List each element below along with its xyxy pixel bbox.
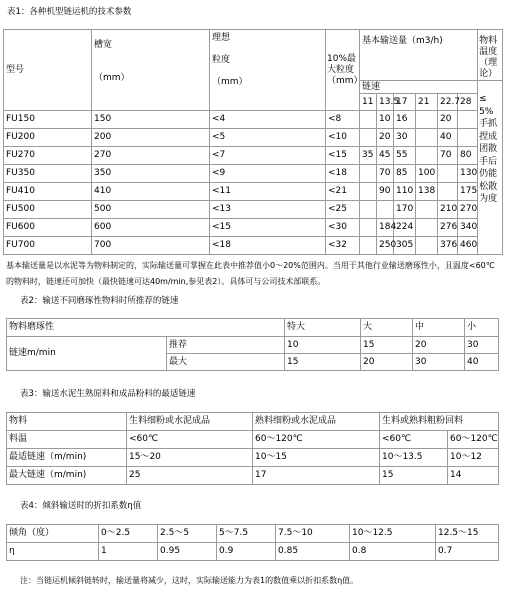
table-row bbox=[7, 467, 499, 485]
t1-header-speed: 链速 bbox=[360, 81, 478, 94]
t3-cell: <60℃ bbox=[127, 431, 253, 449]
speed-col-4: 22.7 bbox=[438, 94, 458, 111]
t2-max-label: 最大 bbox=[167, 354, 285, 371]
cell-model: FU200 bbox=[4, 129, 92, 147]
cell-cap bbox=[416, 111, 438, 129]
t3-header-col: 熟料细粉或水泥成品 bbox=[253, 413, 380, 431]
t3-header-col: 生料细粉或水泥成品 bbox=[127, 413, 253, 431]
temp-note-5: 手后 bbox=[479, 156, 498, 167]
cell-max: <18 bbox=[326, 165, 360, 183]
table1-caption: 表1：各种机型链运机的技术参数 bbox=[7, 7, 132, 17]
cell-width: 500 bbox=[92, 201, 210, 219]
t1-header-particle-unit: （mm） bbox=[212, 77, 248, 87]
t1-header-width-label: 槽宽 bbox=[94, 40, 113, 50]
cell-cap: 85 bbox=[394, 165, 416, 183]
t1-header-particle bbox=[210, 30, 326, 111]
note-capacity: 基本输送量是以水泥等为物料制定的，实际输送量可掌握在此表中推荐值小0～20%范围内。当用于其他行业输送磨琢性小，且温度<60℃的物料时，链速还可加快（最快链速可达40m/min,参见表2）。具体可与公司技术部联系。 bbox=[6, 261, 495, 286]
t2-grade: 中 bbox=[413, 319, 465, 337]
t1-header-max bbox=[326, 30, 363, 111]
t1-header-max-b: 大粒度 bbox=[327, 64, 355, 75]
t3-cell: 14 bbox=[448, 467, 499, 485]
cell-cap: 90 bbox=[377, 183, 394, 201]
cell-cap: 30 bbox=[394, 129, 416, 147]
cell-particle: <9 bbox=[210, 165, 326, 183]
t2-rec-label: 推荐 bbox=[167, 337, 285, 354]
cell-model: FU410 bbox=[4, 183, 92, 201]
t4-eta: 0.8 bbox=[350, 543, 436, 561]
cell-width: 350 bbox=[92, 165, 210, 183]
cell-cap: 210 bbox=[438, 201, 458, 219]
cell-model: FU500 bbox=[4, 201, 92, 219]
t2-rec-value: 30 bbox=[465, 337, 499, 354]
cell-cap bbox=[360, 111, 377, 129]
table2-speeds bbox=[6, 318, 499, 371]
table-row bbox=[4, 111, 503, 129]
cell-cap: 110 bbox=[394, 183, 416, 201]
cell-particle: <11 bbox=[210, 183, 326, 201]
table-row bbox=[4, 129, 503, 147]
t4-eta: 0.7 bbox=[436, 543, 499, 561]
cell-max: <21 bbox=[326, 183, 360, 201]
t3-cell: 25 bbox=[127, 467, 253, 485]
temp-note-1: 5% bbox=[479, 106, 494, 117]
cell-width: 600 bbox=[92, 219, 210, 237]
cell-particle: <7 bbox=[210, 147, 326, 165]
cell-cap: 276 bbox=[438, 219, 458, 237]
cell-model: FU600 bbox=[4, 219, 92, 237]
t4-header-angle: 倾角（度） bbox=[7, 525, 99, 543]
t3-cell: 60～120℃ bbox=[448, 431, 499, 449]
t3-cell: 15～20 bbox=[127, 449, 253, 467]
cell-cap bbox=[360, 219, 377, 237]
t1-header-capacity: 基本输送量（m3/h) bbox=[360, 30, 478, 81]
cell-max: <30 bbox=[326, 219, 360, 237]
cell-cap bbox=[416, 201, 438, 219]
t2-max-value: 20 bbox=[361, 354, 413, 371]
table-row bbox=[4, 237, 503, 255]
cell-width: 700 bbox=[92, 237, 210, 255]
cell-cap: 376 bbox=[438, 237, 458, 255]
cell-cap: 130 bbox=[458, 165, 478, 183]
cell-cap: 138 bbox=[416, 183, 438, 201]
cell-cap: 100 bbox=[416, 165, 438, 183]
cell-cap: 80 bbox=[458, 147, 478, 165]
t1-header-temp-b: 温度 bbox=[479, 47, 498, 57]
t3-header-col: 生料或熟料粗粉回料 bbox=[380, 413, 499, 431]
cell-model: FU350 bbox=[4, 165, 92, 183]
cell-cap bbox=[416, 219, 438, 237]
cell-max: <32 bbox=[326, 237, 360, 255]
t4-eta: 0.85 bbox=[276, 543, 350, 561]
cell-cap: 175 bbox=[458, 183, 478, 201]
t4-angle: 0～2.5 bbox=[99, 525, 158, 543]
temp-note-4: 团散 bbox=[479, 144, 498, 154]
cell-cap: 224 bbox=[394, 219, 416, 237]
cell-cap bbox=[416, 147, 438, 165]
cell-cap: 270 bbox=[458, 201, 478, 219]
table3-cement bbox=[6, 412, 499, 485]
t1-temp-note bbox=[478, 81, 503, 255]
t2-grade: 特大 bbox=[285, 319, 361, 337]
t1-header-model: 型号 bbox=[4, 30, 92, 111]
t2-speed-label: 链速m/min bbox=[7, 337, 167, 371]
speed-col-1: 13.5 bbox=[377, 94, 394, 111]
t3-cell: 10～12 bbox=[448, 449, 499, 467]
cell-cap bbox=[416, 129, 438, 147]
cell-cap: 20 bbox=[438, 111, 458, 129]
t1-header-particle-b: 粒度 bbox=[212, 55, 231, 65]
temp-note-7: 松散 bbox=[479, 181, 498, 192]
cell-particle: <4 bbox=[210, 111, 326, 129]
cell-cap bbox=[438, 183, 458, 201]
cell-cap: 45 bbox=[377, 147, 394, 165]
table2-caption: 表2：输送不同磨琢性物料时所推荐的链速 bbox=[20, 296, 179, 306]
cell-model: FU700 bbox=[4, 237, 92, 255]
cell-max: <15 bbox=[326, 147, 360, 165]
t4-angle: 12.5～15 bbox=[436, 525, 499, 543]
cell-cap bbox=[360, 201, 377, 219]
t3-cell: 60～120℃ bbox=[253, 431, 380, 449]
cell-particle: <18 bbox=[210, 237, 326, 255]
cell-particle: <13 bbox=[210, 201, 326, 219]
cell-cap bbox=[360, 183, 377, 201]
t2-header-abrasion: 物料磨琢性 bbox=[7, 319, 285, 337]
table-row bbox=[4, 183, 503, 201]
t4-angle: 7.5～10 bbox=[276, 525, 350, 543]
t1-header-max-unit: （mm） bbox=[327, 75, 363, 86]
t3-cell: 15 bbox=[380, 467, 448, 485]
cell-cap: 55 bbox=[394, 147, 416, 165]
t3-cell: 10～13.5 bbox=[380, 449, 448, 467]
cell-width: 410 bbox=[92, 183, 210, 201]
t3-cell: 最适链速（m/min) bbox=[7, 449, 127, 467]
cell-model: FU150 bbox=[4, 111, 92, 129]
cell-cap bbox=[360, 129, 377, 147]
t1-header-temp-c: （理 bbox=[479, 58, 498, 68]
t4-header-eta: η bbox=[7, 543, 99, 561]
t3-cell: <60℃ bbox=[380, 431, 448, 449]
note-incline: 注：当链运机倾斜链转时，输送量将减少，这时，实际输送能力为表1的数值乘以折扣系数η值。 bbox=[20, 576, 359, 585]
cell-cap: 10 bbox=[377, 111, 394, 129]
cell-cap bbox=[377, 201, 394, 219]
temp-note-6: 仍能 bbox=[479, 169, 498, 179]
cell-cap bbox=[360, 237, 377, 255]
t3-cell: 料温 bbox=[7, 431, 127, 449]
cell-cap: 20 bbox=[377, 129, 394, 147]
t2-grade: 小 bbox=[465, 319, 499, 337]
cell-cap: 250 bbox=[377, 237, 394, 255]
table-row bbox=[7, 431, 499, 449]
t2-max-value: 15 bbox=[285, 354, 361, 371]
t4-angle: 5～7.5 bbox=[217, 525, 276, 543]
cell-cap bbox=[438, 165, 458, 183]
t1-header-width-unit: （mm） bbox=[94, 73, 130, 83]
cell-cap: 70 bbox=[438, 147, 458, 165]
t2-rec-value: 15 bbox=[361, 337, 413, 354]
table-row bbox=[4, 219, 503, 237]
t1-header-max-a: 10%最 bbox=[327, 53, 357, 64]
cell-particle: <5 bbox=[210, 129, 326, 147]
temp-note-0: ≤ bbox=[479, 94, 487, 104]
table-row bbox=[4, 147, 503, 165]
cell-cap: 340 bbox=[458, 219, 478, 237]
t1-header-temp-d: 论） bbox=[479, 69, 498, 79]
cell-width: 150 bbox=[92, 111, 210, 129]
t4-eta: 1 bbox=[99, 543, 158, 561]
cell-max: <10 bbox=[326, 129, 360, 147]
temp-note-3: 捏成 bbox=[479, 131, 498, 142]
t3-header-material: 物料 bbox=[7, 413, 127, 431]
cell-cap: 70 bbox=[377, 165, 394, 183]
temp-note-2: 手抓 bbox=[479, 119, 498, 129]
table3-caption: 表3：输送水泥生熟原料和成品粉料的最适链速 bbox=[20, 389, 196, 399]
cell-cap: 305 bbox=[394, 237, 416, 255]
cell-cap: 16 bbox=[394, 111, 416, 129]
cell-cap: 35 bbox=[360, 147, 377, 165]
t2-max-value: 30 bbox=[413, 354, 465, 371]
speed-col-3: 21 bbox=[416, 94, 438, 111]
speed-col-2: 17 bbox=[394, 94, 416, 111]
t1-header-temp-a: 物料 bbox=[479, 36, 498, 46]
cell-max: <8 bbox=[326, 111, 360, 129]
t3-cell: 10～15 bbox=[253, 449, 380, 467]
cell-cap: 184 bbox=[377, 219, 394, 237]
t4-angle: 2.5～5 bbox=[158, 525, 217, 543]
t2-rec-value: 10 bbox=[285, 337, 361, 354]
table-row bbox=[4, 165, 503, 183]
table4-caption: 表4：倾斜输送时的折扣系数η值 bbox=[20, 501, 142, 511]
t4-angle: 10～12.5 bbox=[350, 525, 436, 543]
table-row bbox=[4, 201, 503, 219]
cell-cap bbox=[458, 111, 478, 129]
t1-header-particle-a: 理想 bbox=[212, 33, 231, 43]
t1-header-width bbox=[92, 30, 210, 111]
t2-max-value: 40 bbox=[465, 354, 499, 371]
cell-cap bbox=[360, 165, 377, 183]
t3-cell: 最大链速（m/min) bbox=[7, 467, 127, 485]
cell-cap bbox=[416, 237, 438, 255]
table-row bbox=[7, 449, 499, 467]
temp-note-8: 为度 bbox=[479, 194, 498, 204]
table1-specs bbox=[3, 29, 503, 255]
t1-header-temp bbox=[478, 30, 503, 81]
cell-model: FU270 bbox=[4, 147, 92, 165]
cell-cap: 40 bbox=[438, 129, 458, 147]
t2-grade: 大 bbox=[361, 319, 413, 337]
t2-rec-value: 20 bbox=[413, 337, 465, 354]
cell-cap: 170 bbox=[394, 201, 416, 219]
cell-particle: <15 bbox=[210, 219, 326, 237]
table4-incline bbox=[6, 524, 499, 561]
cell-width: 200 bbox=[92, 129, 210, 147]
t3-cell: 17 bbox=[253, 467, 380, 485]
cell-max: <25 bbox=[326, 201, 360, 219]
cell-cap bbox=[458, 129, 478, 147]
cell-cap: 460 bbox=[458, 237, 478, 255]
speed-col-5: 28 bbox=[458, 94, 478, 111]
t4-eta: 0.9 bbox=[217, 543, 276, 561]
t4-eta: 0.95 bbox=[158, 543, 217, 561]
speed-col-0: 11 bbox=[360, 94, 377, 111]
cell-width: 270 bbox=[92, 147, 210, 165]
